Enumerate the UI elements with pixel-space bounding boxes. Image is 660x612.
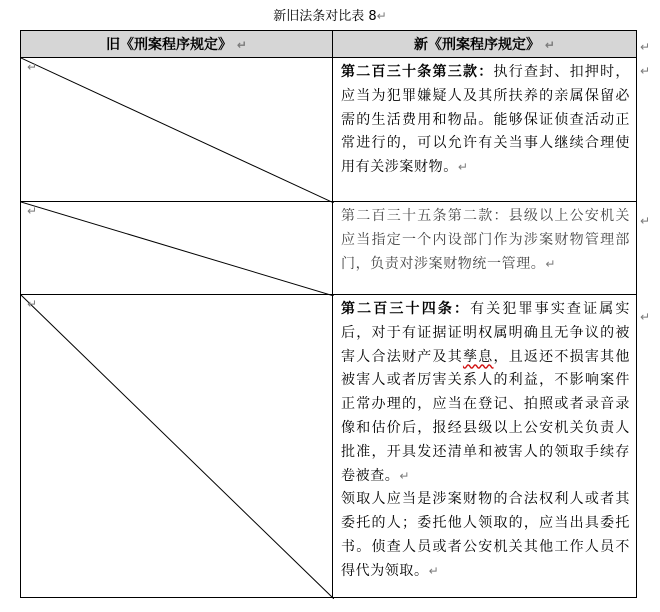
paragraph-mark-icon: ↵ <box>544 38 555 52</box>
article-heading: 第二百三十四条： <box>341 301 471 317</box>
row-2-new-text <box>332 201 637 295</box>
article-body: 有关犯罪事实查证属实后，对于有证据证明权属明确且无争议的被害人合法财产及其 <box>341 301 630 365</box>
article-heading: 第二百三十条第三款： <box>341 64 494 80</box>
row-3-old-empty <box>20 294 333 598</box>
article-body-2: 领取人应当是涉案财物的合法权利人或者其委托的人；委托他人领取的，应当出具委托书。侦查人员或者公安机关其他工作人员不得代为领取。 <box>341 491 630 579</box>
paragraph-mark-icon: ↵ <box>545 256 557 271</box>
diagonal-line-icon <box>21 58 334 203</box>
margin-mark-icon: ↵ <box>640 310 651 324</box>
paragraph-mark-icon: ↵ <box>399 468 411 483</box>
article-body: 第二百三十五条第二款：县级以上公安机关应当指定一个内设部门作为涉案财物管理部门，负责对涉案财物统一管理。 <box>341 208 630 272</box>
diagonal-line-icon <box>21 202 334 296</box>
margin-mark-icon: ↵ <box>640 64 651 78</box>
paragraph-mark-icon: ↵ <box>376 9 387 23</box>
row-2-old-empty <box>20 201 333 295</box>
spellcheck-underlined-word: 孳息 <box>462 348 494 365</box>
paragraph-mark-icon: ↵ <box>457 160 469 175</box>
header-new: 新《刑案程序规定》 ↵ <box>332 30 637 58</box>
header-old: 旧《刑案程序规定》 ↵ <box>20 30 333 58</box>
paragraph-mark-icon: ↵ <box>428 563 440 578</box>
paragraph-mark-icon: ↵ <box>236 38 247 52</box>
paragraph-mark-icon: ↵ <box>27 297 38 311</box>
row-3-new-text <box>332 294 637 598</box>
diagonal-line-icon <box>21 295 334 599</box>
row-1-new-text <box>332 57 637 202</box>
table-title: 新旧法条对比表 8↵ <box>273 9 387 24</box>
row-1-old-empty <box>20 57 333 202</box>
paragraph-mark-icon: ↵ <box>27 204 38 218</box>
paragraph-mark-icon: ↵ <box>27 60 38 74</box>
comparison-table <box>20 30 637 598</box>
article-body: 执行查封、扣押时，应当为犯罪嫌疑人及其所扶养的亲属保留必需的生活费用和物品。能够保证侦查活动正常进行的，可以允许有关当事人继续合理使用有关涉案财物。 <box>341 64 631 176</box>
article-body-cont: ，且返还不损害其他被害人或者厉害关系人的利益，不影响案件正常办理的，应当在登记、拍照或者录音录像和估价后，报经县级以上公安机关负责人批准，开具发还清单和被害人的领取手续存卷被查。 <box>341 348 630 484</box>
margin-mark-icon: ↵ <box>640 214 651 228</box>
margin-mark-icon: ↵ <box>640 40 651 54</box>
